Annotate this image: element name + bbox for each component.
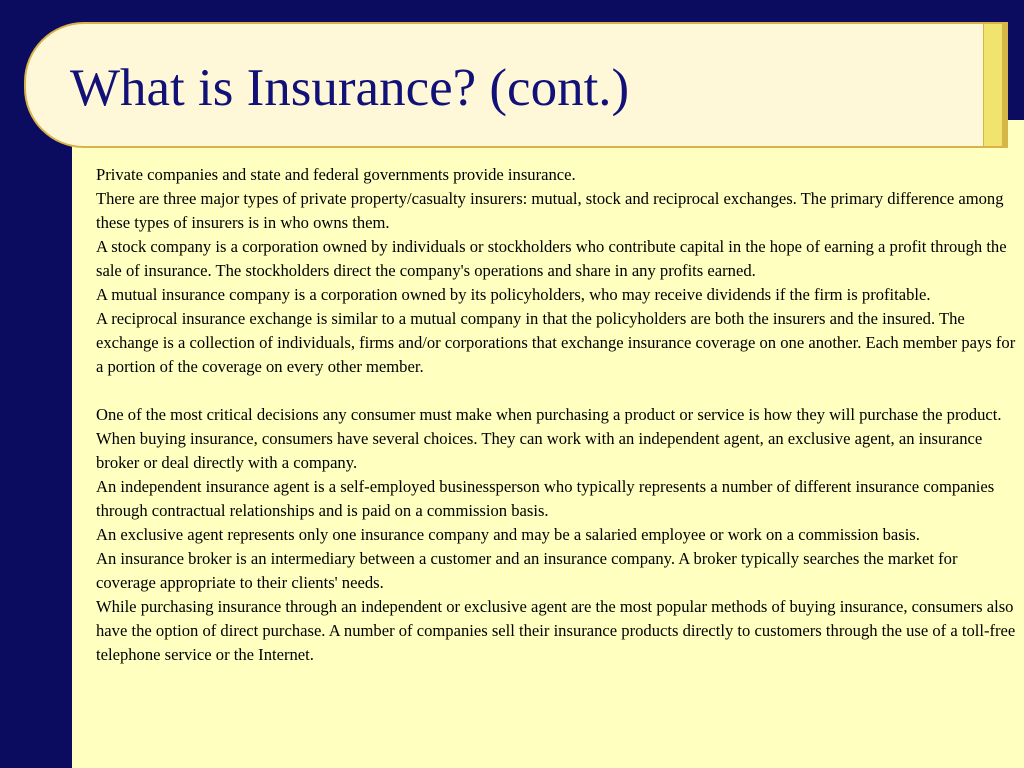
- title-accent-bar: [983, 24, 1002, 146]
- slide-body: [96, 163, 1018, 667]
- paragraph-stock-company: A stock company is a corporation owned by individuals or stockholders who contribute capital in the hope of earning a profit through the sale of insurance. The stockholders direct the company's operations and share in any profits earned.: [96, 237, 1007, 280]
- paragraph-insurance-providers: Private companies and state and federal governments provide insurance.: [96, 165, 576, 184]
- paragraph-reciprocal-exchange: A reciprocal insurance exchange is similar to a mutual company in that the policyholders are both the insurers and the insured. The exchange is a collection of individuals, firms and/or corporations that exchange insurance coverage on one another. Each member pays for a portion of the coverage on every other member.: [96, 309, 1016, 376]
- paragraph-direct-purchase: While purchasing insurance through an independent or exclusive agent are the most popular methods of buying insurance, consumers also have the option of direct purchase. A number of companies sell their insurance products directly to customers through the use of a toll-free telephone service or the Internet.: [96, 597, 1016, 664]
- paragraph-mutual-company: A mutual insurance company is a corporation owned by its policyholders, who may receive dividends if the firm is profitable.: [96, 285, 931, 304]
- paragraph-purchase-decision: One of the most critical decisions any consumer must make when purchasing a product or service is how they will purchase the product. When buying insurance, consumers have several choices. They can work with an independent agent, an exclusive agent, an insurance broker or deal directly with a company.: [96, 405, 1002, 472]
- slide-title: What is Insurance? (cont.): [70, 59, 630, 117]
- paragraph-exclusive-agent: An exclusive agent represents only one insurance company and may be a salaried employee or work on a commission basis.: [96, 525, 920, 544]
- paragraph-insurance-broker: An insurance broker is an intermediary between a customer and an insurance company. A broker typically searches the market for coverage appropriate to their clients' needs.: [96, 549, 958, 592]
- paragraph-spacer: [96, 379, 1018, 403]
- paragraph-independent-agent: An independent insurance agent is a self-employed businessperson who typically represents a number of different insurance companies through contractual relationships and is paid on a commission basis.: [96, 477, 995, 520]
- title-banner-shadow: [1002, 22, 1008, 148]
- paragraph-insurer-types: There are three major types of private property/casualty insurers: mutual, stock and reciprocal exchanges. The primary difference among these types of insurers is in who owns them.: [96, 189, 1004, 232]
